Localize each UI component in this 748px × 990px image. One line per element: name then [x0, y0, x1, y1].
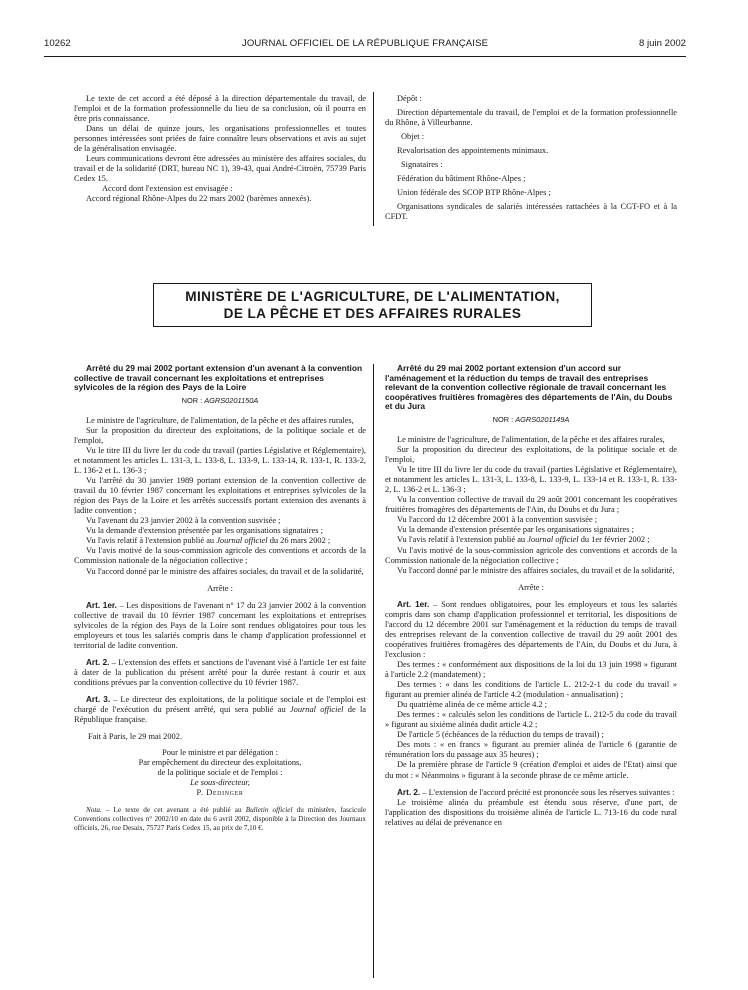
article-label: Art. 2.: [397, 787, 421, 797]
paragraph: Vu le titre III du livre Ier du code du travail (parties Législative et Réglementaire), et notamment les articles L. 131-3, L. 133-8, L. 133-9, L. 133-14 et R. 133-1, R. 133-2, L. 136-2 et L. 136-3 ;: [385, 465, 677, 495]
bulletin-reference: Bulletin officiel: [245, 806, 293, 815]
paragraph: Sur la proposition du directeur des exploitations, de la politique sociale et de l'emploi,: [385, 445, 677, 465]
article-2: [74, 658, 366, 688]
exclusion-item: De la première phrase de l'article 9 (création d'emploi et aides de l'Etat) ainsi que du mot : « Néanmoins » figurant à la seconde phrase de ce même article.: [385, 760, 677, 780]
arrete-label: Arrête :: [207, 583, 233, 593]
article-text: – L'extension de l'accord précité est prononcée sous les réserves suivantes :: [422, 787, 675, 797]
paragraph: Leurs communications devront être adressées au ministère des affaires sociales, du travail et de la solidarité (DRT, bureau NC 1), 39-43, quai André-Citroën, 75739 Paris Cedex 15.: [74, 154, 366, 184]
signataire-item: Fédération du bâtiment Rhône-Alpes ;: [397, 174, 526, 184]
arrete-title: Arrêté du 29 mai 2002 portant extension d'un avenant à la convention collective de travail concernant les exploitations et entreprises sylvicoles de la région des Pays de la Loire: [74, 363, 363, 393]
depot-text: Direction départementale du travail, de l'emploi et de la formation professionnelle du Rhône, à Villeurbanne.: [385, 108, 677, 128]
exclusion-item: Des mots : « en francs » figurant au premier alinéa de l'article 6 (garantie de rémunération lors du passage aux 35 heures) ;: [385, 740, 677, 760]
paragraph: Vu la convention collective de travail du 29 août 2001 concernant les coopératives fruitières fromagères des départements de l'Ain, du Doubs et du Jura ;: [385, 495, 677, 515]
ministry-line-2: DE LA PÊCHE ET DES AFFAIRES RURALES: [223, 306, 522, 321]
page-header: [44, 38, 686, 52]
nor-code: AGRS0201149A: [515, 414, 570, 424]
article-label: Art. 1er.: [397, 599, 430, 609]
paragraph: Accord régional Rhône-Alpes du 22 mars 2002 (barèmes annexés).: [86, 194, 312, 204]
paragraph: Le ministre de l'agriculture, de l'alimentation, de la pêche et des affaires rurales,: [397, 435, 665, 445]
nota-label: Nota.: [86, 806, 102, 815]
signataire-item: Organisations syndicales de salariés intéressées rattachées à la CGT-FO et à la CFDT.: [385, 202, 677, 222]
exclusion-item: De l'article 5 (échéances de la réduction du temps de travail) ;: [397, 730, 604, 740]
nor-code: AGRS0201150A: [204, 395, 259, 405]
paragraph: Le troisième alinéa du préambule est étendu sous réserve, d'une part, de l'application des dispositions du troisième alinéa de l'article L. 713-16 du code rural relatives au délai de prévenance en: [385, 797, 677, 827]
signature-block: [74, 748, 366, 798]
text-run: du 1er février 2002 ;: [580, 535, 650, 545]
article-text: de la République française.: [74, 705, 367, 725]
signature-line: de la politique sociale et de l'emploi :: [157, 768, 283, 778]
text-run: Vu l'avis relatif à l'extension publié au: [397, 535, 526, 545]
signatory-name: P. Dedinger: [196, 788, 244, 798]
exclusion-item: Des termes : « calculés selon les conditions de l'article L. 212-5 du code du travail » figurant au sixième alinéa dudit article 4.2 ;: [385, 710, 677, 730]
paragraph: Vu l'avis motivé de la sous-commission agricole des conventions et accords de la Commission nationale de la négociation collective ;: [385, 545, 677, 565]
exclusion-item: Des termes : « dans les conditions de l'article L. 212-2-1 du code du travail » figurant au premier alinéa de l'article 4.2 (modulation - annualisation) ;: [385, 680, 677, 700]
depot-label: Dépôt :: [397, 94, 422, 103]
exclusion-item: Des termes : « conformément aux dispositions de la loi du 13 juin 1998 » figurant à l'article 2.2 (mandatement) ;: [385, 660, 677, 680]
paragraph: Sur la proposition du directeur des exploitations, de la politique sociale et de l'emploi,: [74, 425, 366, 445]
nor-line: [385, 415, 677, 425]
text-run: du 26 mars 2002 ;: [269, 536, 331, 546]
nor-label: NOR :: [181, 395, 203, 405]
top-left-column: [74, 94, 366, 205]
paragraph: Dans un délai de quinze jours, les organisations professionnelles et toutes personnes intéressées sont priées de faire connaître leurs observations et avis au sujet de la généralisation envisagée.: [74, 124, 366, 154]
paragraph: Vu le titre III du livre Ier du code du travail (parties Législative et Réglementaire), et notamment les articles L. 131-3, L. 133-8, L. 133-9, L. 133-14, R. 133-1, R. 133-2, L. 136-2 et L. 136-3 ;: [74, 445, 366, 476]
paragraph: Vu la demande d'extension présentée par les organisations signataires ;: [397, 525, 634, 535]
article-1: [74, 601, 366, 651]
journal-reference: Journal officiel: [289, 705, 344, 715]
arrete-title: Arrêté du 29 mai 2002 portant extension d'un accord sur l'aménagement et la réduction du temps de travail des entreprises relevant de la convention collective régionale de travail concernant les coopératives fruitières fromagères des départements de l'Ain, du Doubs et du Jura: [385, 363, 673, 412]
paragraph: Accord dont l'extension est envisagée :: [102, 184, 233, 194]
journal-reference: Journal officiel: [527, 535, 579, 545]
column-divider-main: [373, 364, 374, 978]
page-number: 10262: [44, 38, 71, 49]
journal-title: JOURNAL OFFICIEL DE LA RÉPUBLIQUE FRANÇAISE: [241, 38, 489, 49]
column-divider-top: [373, 92, 374, 226]
right-arrete-column: [385, 364, 677, 828]
ministry-banner: [153, 283, 592, 327]
header-rule: [44, 56, 686, 57]
article-label: Art. 3.: [86, 695, 111, 704]
article-label: Art. 1er.: [86, 600, 117, 610]
journal-reference: Journal officiel: [216, 536, 268, 546]
text-run: – Le texte de cet avenant a été publié au: [105, 806, 242, 815]
article-text: – L'extension des effets et sanctions de l'avenant visé à l'article 1er est faite à dater de la publication du présent arrêté pour la durée restant à courir et aux conditions prévues par la convention collective du 10 février 1987.: [74, 657, 367, 687]
nor-label: NOR :: [492, 414, 514, 424]
paragraph: [74, 536, 366, 546]
article-2: [385, 788, 677, 798]
paragraph: Vu l'avis motivé de la sous-commission agricole des conventions et accords de la Commission nationale de la négociation collective ;: [74, 546, 366, 566]
article-3: [74, 695, 366, 725]
paragraph: Vu l'avenant du 23 janvier 2002 à la convention susvisée ;: [86, 516, 281, 526]
exclusion-item: Du quatrième alinéa de ce même article 4.2 ;: [397, 700, 547, 710]
paragraph: Le ministre de l'agriculture, de l'alimentation, de la pêche et des affaires rurales,: [86, 415, 354, 425]
article-1: [385, 600, 677, 660]
article-text: – Le directeur des exploitations, de la politique sociale et de l'emploi est chargé de l'exécution du présent arrêté, qui sera publié au: [74, 695, 366, 715]
left-arrete-column: [74, 364, 366, 832]
issue-date: 8 juin 2002: [639, 38, 686, 49]
signature-line: Par empêchement du directeur des exploitations,: [138, 758, 302, 768]
nota-text: [74, 806, 366, 832]
nota-note: [74, 806, 366, 832]
paragraph: Vu la demande d'extension présentée par les organisations signataires ;: [86, 526, 323, 536]
paragraph: Vu l'arrêté du 30 janvier 1989 portant extension de la convention collective de travail du 10 février 1987 concernant les exploitations et entreprises sylvicoles de la région des Pays de la Loire et les arrêtés successifs portant extension des avenants à ladite convention ;: [74, 476, 366, 516]
article-text: – Les dispositions de l'avenant n° 17 du 23 janvier 2002 à la convention collective de travail du 10 février 1987 concernant les exploitations et entreprises sylvicoles de la région des Pays de la Loire sont rendues obligatoires pour tous les employeurs et tous les salariés compris dans le champ d'application professionnel et territorial de ladite convention.: [74, 600, 366, 650]
nor-line: [74, 396, 366, 406]
article-label: Art. 2.: [86, 657, 110, 667]
objet-text: Revalorisation des appointements minimaux.: [397, 146, 549, 156]
paragraph: Vu l'accord donné par le ministre des affaires sociales, du travail et de la solidarité,: [86, 566, 364, 576]
text-run: du ministère, fascicule Conventions collectives n° 2002/10 en date du 6 avril 2002, disponible à la Direction des Journaux officiels, 26, rue Desaix, 75727 Paris Cedex 15, au prix de 7,10 €.: [74, 806, 367, 832]
paragraph: Vu l'accord du 12 décembre 2001 à la convention susvisée ;: [397, 515, 598, 525]
top-right-column: [385, 94, 677, 222]
arrete-label: Arrête :: [518, 582, 544, 592]
fait-line: Fait à Paris, le 29 mai 2002.: [88, 732, 182, 742]
paragraph: [385, 535, 677, 545]
signature-title: Le sous-directeur,: [190, 778, 250, 788]
text-run: Vu l'avis relatif à l'extension publié au: [86, 536, 215, 546]
signataires-label: Signataires :: [401, 160, 443, 170]
paragraph: Le texte de cet accord a été déposé à la direction départementale du travail, de l'emploi et de la formation professionnelle du lieu de sa conclusion, où il pourra en être pris connaissance.: [74, 94, 366, 124]
ministry-line-1: MINISTÈRE DE L'AGRICULTURE, DE L'ALIMENTATION,: [185, 289, 560, 304]
signature-line: Pour le ministre et par délégation :: [162, 748, 278, 758]
signataire-item: Union fédérale des SCOP BTP Rhône-Alpes ;: [397, 188, 551, 198]
objet-label: Objet :: [401, 132, 425, 142]
article-text: – Sont rendues obligatoires, pour les employeurs et tous les salariés compris dans son champ d'application professionnel et territorial, les dispositions de l'accord du 12 décembre 2001 sur l'aménagement et la réduction du temps de travail des entreprises relevant de la convention collective de travail du 29 août 2001 des coopératives fruitières fromagères des départements de l'Ain, du Doubs et du Jura, à l'exclusion :: [385, 599, 677, 659]
paragraph: Vu l'accord donné par le ministre des affaires sociales, du travail et de la solidarité,: [397, 565, 675, 575]
